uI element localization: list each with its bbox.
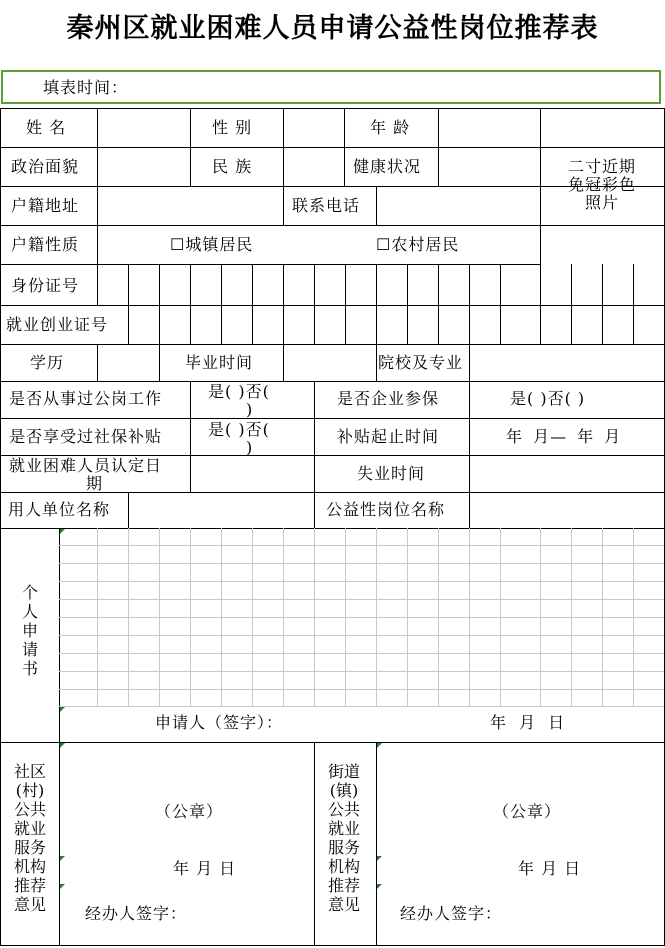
label-street-recommend: 街道 (镇) 公共 就业 服务 机构 推荐 意见 (327, 762, 360, 914)
label-subsidy: 是否享受过社保补贴 (9, 427, 163, 446)
label-community-recommend: 社区 (村) 公共 就业 服务 机构 推荐 意见 (13, 762, 46, 914)
label-age: 年 龄 (370, 118, 411, 137)
checkbox-urban[interactable]: ☐城镇居民 (170, 235, 254, 254)
fill-time-row[interactable] (1, 70, 661, 104)
community-handler-signature[interactable]: 经办人签字： (85, 904, 188, 923)
street-handler-signature[interactable]: 经办人签字： (400, 904, 503, 923)
label-name: 姓 名 (26, 118, 67, 137)
community-seal: （公章） (155, 802, 224, 821)
applicant-date[interactable]: 年 月 日 (490, 713, 566, 732)
insurance-yes-no[interactable]: 是( )否( ) (510, 389, 586, 408)
label-phone: 联系电话 (292, 196, 361, 215)
label-id-number: 身份证号 (11, 276, 80, 295)
label-gender: 性 别 (212, 118, 253, 137)
label-school-major: 院校及专业 (378, 353, 464, 372)
label-ethnicity: 民 族 (212, 157, 253, 176)
form-title: 秦州区就业困难人员申请公益性岗位推荐表 (66, 13, 599, 44)
label-enterprise-insurance: 是否企业参保 (337, 389, 440, 408)
fill-time-label: 填表时间： (43, 78, 129, 97)
label-application: 个 人 申 请 书 (21, 583, 38, 678)
street-date[interactable]: 年 月 日 (518, 859, 582, 878)
label-public-job: 是否从事过公岗工作 (9, 389, 163, 408)
public-job-yes-no-end: ) (246, 400, 254, 419)
subsidy-yes-no[interactable]: 是( )否( (208, 420, 270, 439)
label-recognized-date: 就业困难人员认定日 (9, 456, 163, 475)
label-political: 政治面貌 (11, 157, 80, 176)
label-job-name: 公益性岗位名称 (326, 500, 446, 519)
photo-placeholder: 二寸近期 免冠彩色 照片 (567, 157, 636, 212)
label-recognized-date-end: 期 (86, 474, 104, 493)
label-employment-cert: 就业创业证号 (6, 315, 109, 334)
label-address: 户籍地址 (11, 196, 80, 215)
label-education: 学历 (30, 353, 65, 372)
community-date[interactable]: 年 月 日 (173, 859, 237, 878)
subsidy-dates[interactable]: 年 月— 年 月 (506, 427, 622, 446)
label-grad-time: 毕业时间 (185, 353, 254, 372)
public-job-yes-no[interactable]: 是( )否( (208, 382, 270, 401)
subsidy-yes-no-end: ) (246, 438, 254, 457)
label-subsidy-period: 补贴起止时间 (337, 427, 440, 446)
label-unemployment-time: 失业时间 (357, 464, 426, 483)
checkbox-rural[interactable]: ☐农村居民 (376, 235, 460, 254)
applicant-signature[interactable]: 申请人（签字）： (155, 713, 284, 732)
label-employer: 用人单位名称 (8, 500, 111, 519)
street-seal: （公章） (493, 802, 562, 821)
label-hukou-type: 户籍性质 (11, 235, 80, 254)
label-health: 健康状况 (353, 157, 422, 176)
